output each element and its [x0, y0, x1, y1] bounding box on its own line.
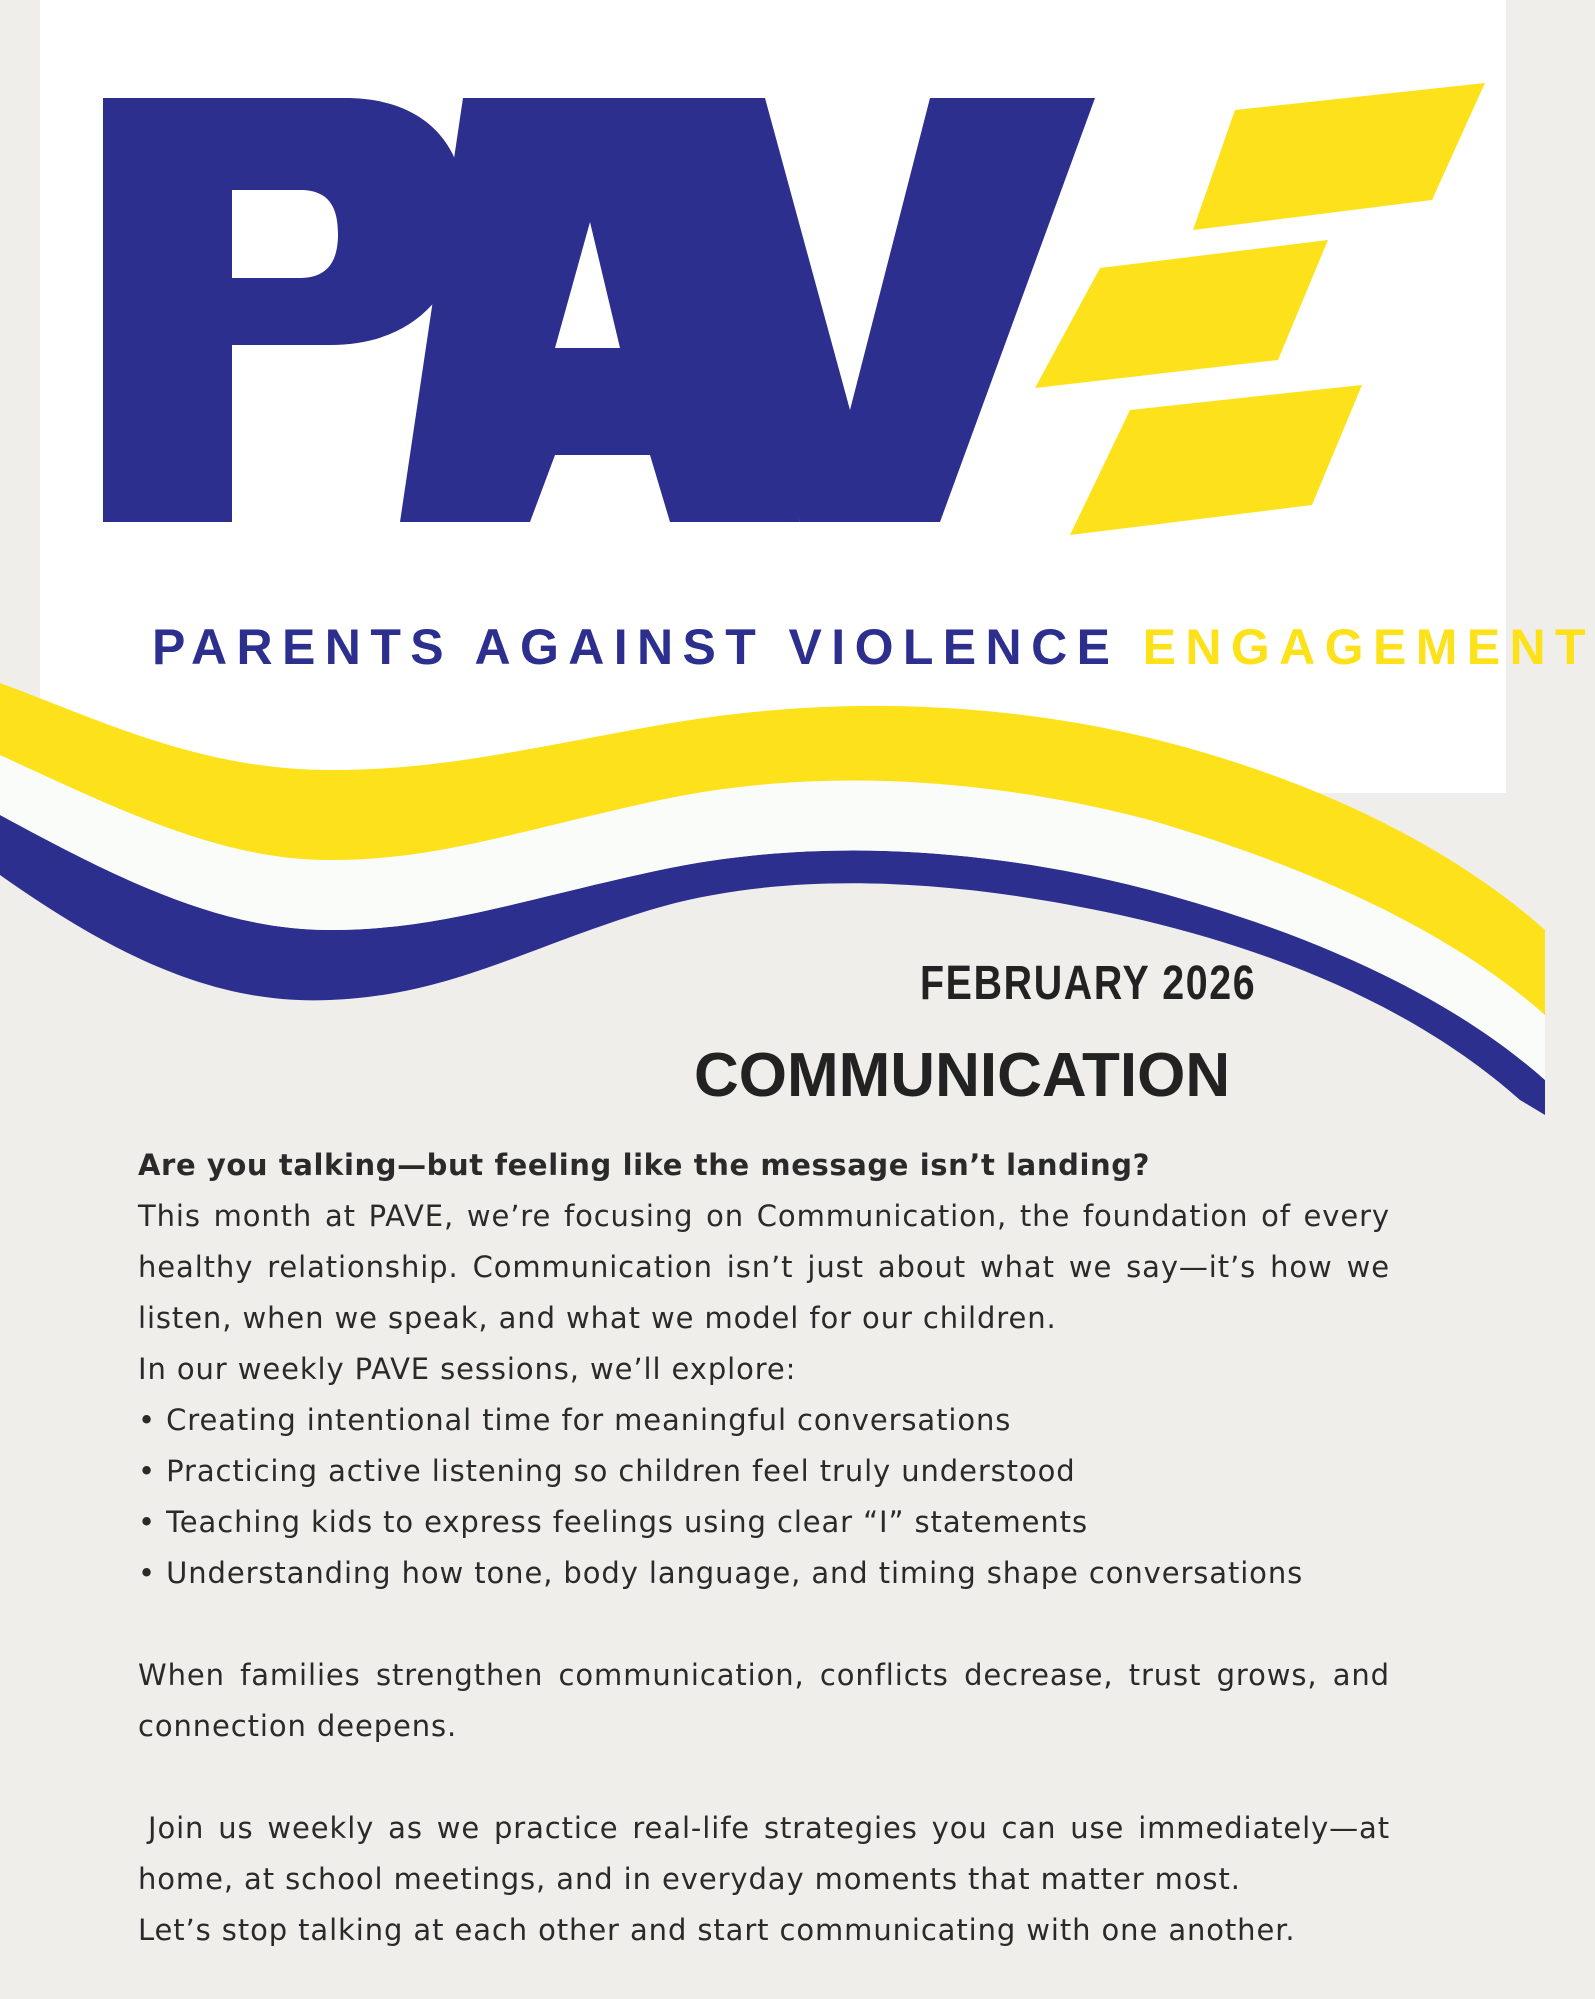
tagline-primary: PARENTS AGAINST VIOLENCE	[152, 619, 1120, 675]
topic-list	[138, 1395, 1390, 1599]
topic-text: Creating intentional time for meaningful conversations	[166, 1403, 1012, 1437]
topic-text: Understanding how tone, body language, and timing shape conversations	[166, 1556, 1304, 1590]
list-item	[138, 1497, 1390, 1548]
article-body	[138, 1140, 1390, 1956]
tagline-accent: ENGAGEMENT	[1142, 619, 1595, 675]
lead-question: Are you talking—but feeling like the message isn’t landing?	[138, 1148, 1151, 1182]
intro-paragraph: This month at PAVE, we’re focusing on Communication, the foundation of every healthy relationship. Communication isn’t just about what we say—it’s how we listen, when we speak, and what we model for our children.	[138, 1199, 1390, 1335]
benefits-paragraph: When families strengthen communication, conflicts decrease, trust grows, and connection deepens.	[138, 1658, 1390, 1743]
spacer	[138, 1599, 1390, 1650]
invitation-paragraph: Join us weekly as we practice real-life strategies you can use immediately—at home, at school meetings, and in everyday moments that matter most.	[138, 1811, 1390, 1896]
list-item	[138, 1446, 1390, 1497]
closing-line: Let’s stop talking at each other and start communicating with one another.	[138, 1913, 1296, 1947]
issue-date: FEBRUARY 2026	[920, 957, 1257, 1010]
explore-intro: In our weekly PAVE sessions, we’ll explore:	[138, 1352, 797, 1386]
list-item	[138, 1395, 1390, 1446]
issue-title: COMMUNICATION	[694, 1041, 1231, 1110]
topic-text: Teaching kids to express feelings using clear “I” statements	[166, 1505, 1088, 1539]
spacer	[138, 1752, 1390, 1803]
list-item	[138, 1548, 1390, 1599]
topic-text: Practicing active listening so children feel truly understood	[166, 1454, 1076, 1488]
